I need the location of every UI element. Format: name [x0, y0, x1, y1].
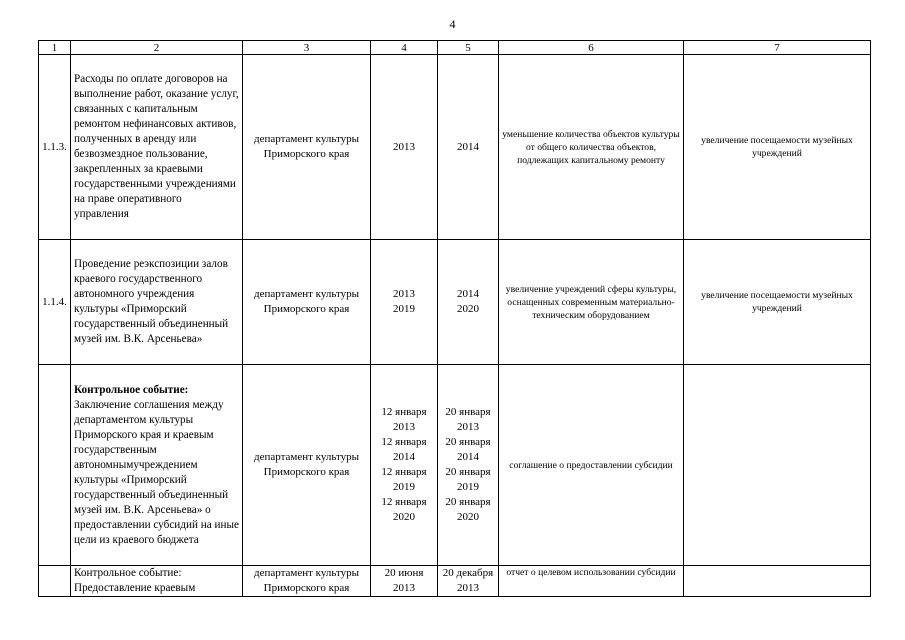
- table-row: [39, 55, 871, 240]
- control-event-title: Контрольное событие:: [74, 383, 189, 396]
- item-indicator: [684, 365, 871, 566]
- item-number: [39, 365, 71, 566]
- table-row: [39, 365, 871, 566]
- column-header: 7: [684, 41, 871, 55]
- control-event-text: Заключение соглашения между департаментом культуры Приморского края и краевым государственным автономнымучреждением культуры «Приморский государственный объединенный музей им. В.К. Арсеньева» о предоставлении субсидий на иные цели из краевого бюджета: [74, 398, 239, 546]
- item-start-date: 20 июня 2013: [371, 566, 438, 597]
- plan-table: [38, 40, 871, 597]
- column-header: 4: [371, 41, 438, 55]
- item-number: 1.1.3.: [39, 55, 71, 240]
- item-indicator: увеличение посещаемости музейных учреждений: [684, 55, 871, 240]
- item-result: соглашение о предоставлении субсидии: [499, 365, 684, 566]
- column-header: 3: [243, 41, 371, 55]
- header-row: [39, 41, 871, 55]
- column-header: 6: [499, 41, 684, 55]
- item-executor: департамент культуры Приморского края: [243, 566, 371, 597]
- item-result: увеличение учреждений сферы культуры, оснащенных современным материально-техническим оборудованием: [499, 240, 684, 365]
- item-description: [71, 365, 243, 566]
- item-result: отчет о целевом использовании субсидии: [499, 566, 684, 597]
- item-executor: департамент культуры Приморского края: [243, 365, 371, 566]
- item-indicator: [684, 566, 871, 597]
- column-header: 2: [71, 41, 243, 55]
- item-end-date: 20 января 2013 20 января 2014 20 января 2019 20 января 2020: [438, 365, 499, 566]
- item-end-date: 20 декабря 2013: [438, 566, 499, 597]
- item-description: Контрольное событие: Предоставление краевым: [71, 566, 243, 597]
- item-description: Расходы по оплате договоров на выполнение работ, оказание услуг, связанных с капитальным ремонтом нефинансовых активов, полученных в аренду или безвозмездное пользование, закрепленных за краевыми государственными учреждениями на праве оперативного управления: [71, 55, 243, 240]
- item-end-date: 2014: [438, 55, 499, 240]
- item-executor: департамент культуры Приморского края: [243, 55, 371, 240]
- table-row: [39, 240, 871, 365]
- table-row: [39, 566, 871, 597]
- item-number: [39, 566, 71, 597]
- page-number: 4: [449, 17, 456, 31]
- item-result: уменьшение количества объектов культуры от общего количества объектов, подлежащих капитальному ремонту: [499, 55, 684, 240]
- item-description: Проведение реэкспозиции залов краевого государственного автономного учреждения культуры «Приморский государственный объединенный музей им. В.К. Арсеньева»: [71, 240, 243, 365]
- item-start-date: 2013 2019: [371, 240, 438, 365]
- item-start-date: 12 января 2013 12 января 2014 12 января 2019 12 января 2020: [371, 365, 438, 566]
- item-number: 1.1.4.: [39, 240, 71, 365]
- item-indicator: увеличение посещаемости музейных учреждений: [684, 240, 871, 365]
- item-executor: департамент культуры Приморского края: [243, 240, 371, 365]
- item-start-date: 2013: [371, 55, 438, 240]
- item-end-date: 2014 2020: [438, 240, 499, 365]
- column-header: 1: [39, 41, 71, 55]
- column-header: 5: [438, 41, 499, 55]
